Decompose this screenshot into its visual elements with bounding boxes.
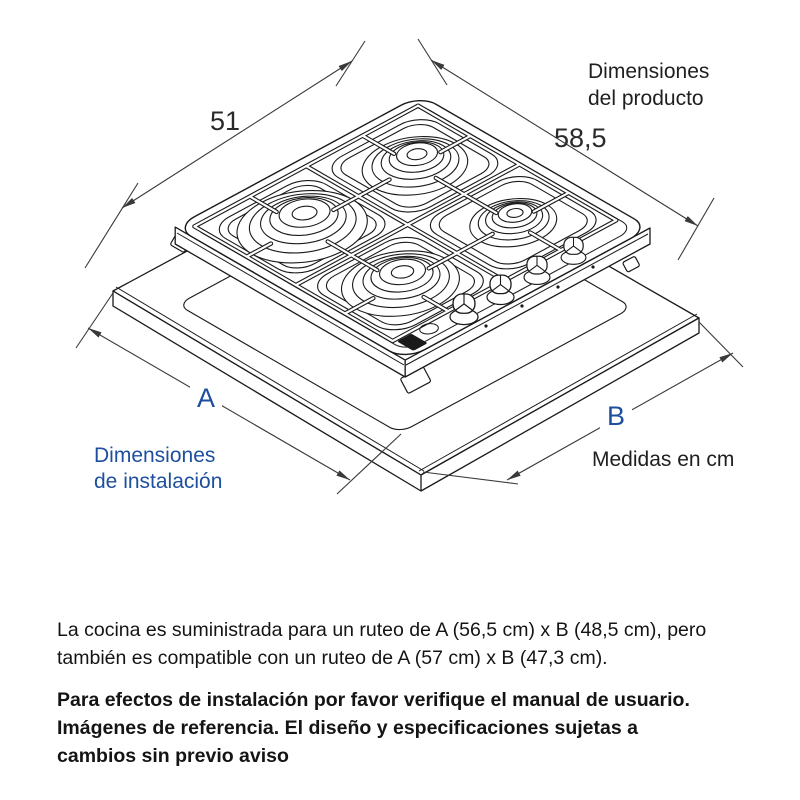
product-dimensions-title: [588, 58, 709, 112]
dim-depth-value: 58,5: [554, 123, 607, 153]
product-dimensions-title-line1: Dimensiones: [588, 60, 710, 83]
disclaimer-line2: Imágenes de referencia. El diseño y especificaciones sujetas a: [57, 717, 638, 739]
product-dimensions-title-line2: del producto: [588, 87, 704, 110]
knob-1: [450, 294, 478, 325]
supply-note-line1: La cocina es suministrada para un ruteo de A (56,5 cm) x B (48,5 cm), pero: [57, 619, 707, 641]
dim-b-label: B: [600, 401, 632, 431]
dim-width-value: 51: [210, 106, 241, 136]
foot-right: [622, 256, 640, 272]
notes-block: [57, 616, 757, 770]
knob-4: [561, 237, 586, 264]
disclaimer-line1: Para efectos de instalación por favor verifique el manual de usuario.: [57, 689, 690, 711]
units-note: Medidas en cm: [592, 448, 735, 471]
supply-note: [57, 616, 757, 672]
knob-3: [524, 256, 550, 284]
knob-2: [487, 275, 514, 304]
ext-tick-585-top: [418, 39, 447, 85]
installation-dimensions-title: [94, 443, 222, 495]
installation-dimensions-title-line2: de instalación: [94, 470, 223, 493]
supply-note-line2: también es compatible con un ruteo de A (57 cm) x B (47,3 cm).: [57, 647, 608, 669]
installation-dimensions-title-line1: Dimensiones: [94, 444, 216, 467]
ext-tick-51-top: [336, 41, 365, 86]
ext-tick-585-end: [678, 198, 714, 260]
disclaimer-line3: cambios sin previo aviso: [57, 745, 289, 767]
disclaimer-note: [57, 686, 757, 770]
ext-tick-51-end: [85, 183, 138, 268]
dim-a-label: A: [190, 383, 222, 413]
